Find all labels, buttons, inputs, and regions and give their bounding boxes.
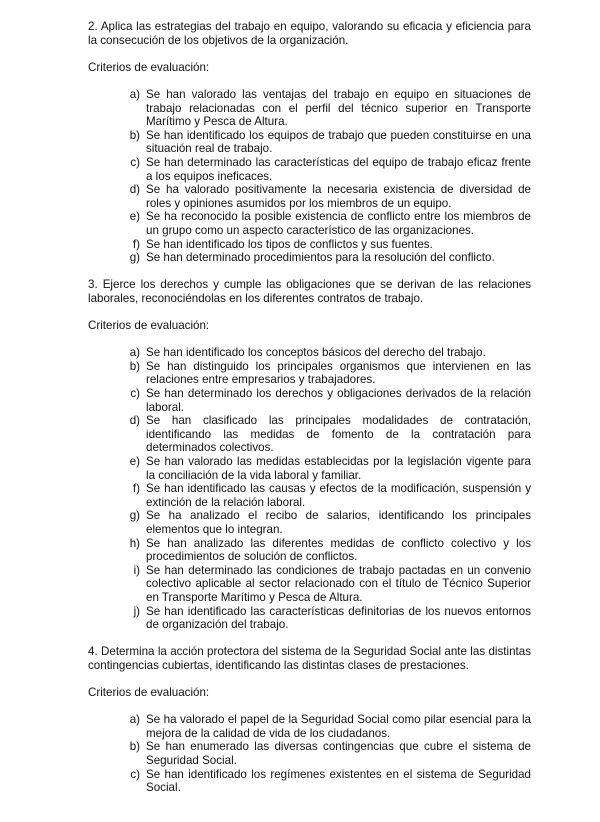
list-item xyxy=(122,509,531,536)
item-text: Se han determinado las características del equipo de trabajo eficaz frente a los equipos ineficaces. xyxy=(146,155,531,183)
item-text: Se han clasificado las principales modalidades de contratación, identificando las medidas de fomento de la contratación para determinados colectivos. xyxy=(146,414,531,455)
list-item xyxy=(122,156,531,183)
list-item xyxy=(122,564,531,605)
item-letter: e) xyxy=(129,210,140,224)
list-item xyxy=(122,537,531,564)
list-item xyxy=(122,346,531,360)
item-text: Se han identificado las características definitorias de los nuevos entornos de organización del trabajo. xyxy=(146,604,531,632)
item-letter: d) xyxy=(129,183,140,197)
criteria-list xyxy=(88,713,531,795)
item-text: Se ha analizado el recibo de salarios, identificando los principales elementos que lo integran. xyxy=(146,509,531,536)
item-letter: g) xyxy=(129,251,140,265)
list-item xyxy=(122,210,531,237)
item-text: Se han determinado las condiciones de trabajo pactadas en un convenio colectivo aplicable al sector relacionado con el título de Técnico Superior en Transporte Marítimo y Pesca de Altura. xyxy=(146,563,531,604)
item-text: Se han identificado los tipos de conflictos y sus fuentes. xyxy=(146,237,433,251)
item-text: Se han identificado las causas y efectos de la modificación, suspensión y extinción de la relación laboral. xyxy=(146,482,531,509)
list-item xyxy=(122,238,531,252)
item-text: Se han enumerado las diversas contingencias que cubre el sistema de Seguridad Social. xyxy=(146,740,531,768)
item-letter: f) xyxy=(132,482,140,496)
item-letter: a) xyxy=(129,87,140,101)
list-item xyxy=(122,455,531,482)
section-heading: 4. Determina la acción protectora del sistema de la Seguridad Social ante las distintas contingencias cubiertas, identificando las distintas clases de prestaciones. xyxy=(88,645,531,672)
item-letter: a) xyxy=(129,346,140,360)
item-letter: b) xyxy=(129,359,140,373)
item-letter: b) xyxy=(129,128,140,142)
item-letter: b) xyxy=(129,740,140,754)
item-text: Se ha valorado positivamente la necesaria existencia de diversidad de roles y opiniones asumidos por los miembros de un equipo. xyxy=(146,183,531,210)
list-item xyxy=(122,129,531,156)
document-page xyxy=(88,20,531,808)
item-letter: a) xyxy=(129,713,140,727)
item-letter: f) xyxy=(132,237,140,251)
list-item xyxy=(122,605,531,632)
item-text: Se han identificado los regímenes existentes en el sistema de Seguridad Social. xyxy=(146,767,531,795)
item-letter: h) xyxy=(129,536,140,550)
item-letter: g) xyxy=(129,509,140,523)
item-text: Se han distinguido los principales organismos que intervienen en las relaciones entre empresarios y trabajadores. xyxy=(146,359,531,387)
item-letter: j) xyxy=(133,604,140,618)
criteria-list xyxy=(88,88,531,265)
item-letter: c) xyxy=(130,387,140,401)
item-letter: i) xyxy=(133,563,140,577)
list-item xyxy=(122,768,531,795)
criteria-label: Criterios de evaluación: xyxy=(88,686,210,700)
list-item xyxy=(122,713,531,740)
item-letter: d) xyxy=(129,414,140,428)
item-letter: e) xyxy=(129,455,140,468)
item-letter: c) xyxy=(130,155,140,169)
item-text: Se han determinado procedimientos para la resolución del conflicto. xyxy=(146,251,495,265)
item-text: Se han determinado los derechos y obligaciones derivados de la relación laboral. xyxy=(146,387,531,414)
list-item xyxy=(122,740,531,767)
criteria-label: Criterios de evaluación: xyxy=(88,319,210,333)
item-text: Se han valorado las ventajas del trabajo en equipo en situaciones de trabajo relacionadas con el perfil del técnico superior en Transporte Marítimo y Pesca de Altura. xyxy=(146,87,531,129)
criteria-label: Criterios de evaluación: xyxy=(88,60,210,74)
list-item xyxy=(122,360,531,387)
item-text: Se ha reconocido la posible existencia de conflicto entre los miembros de un grupo como un aspecto característico de las organizaciones. xyxy=(146,210,531,237)
list-item xyxy=(122,183,531,210)
list-item xyxy=(122,482,531,509)
item-text: Se han analizado las diferentes medidas de conflicto colectivo y los procedimientos de solución de conflictos. xyxy=(146,536,531,564)
list-item xyxy=(122,387,531,414)
item-text: Se ha valorado el papel de la Seguridad Social como pilar esencial para la mejora de la calidad de vida de los ciudadanos. xyxy=(146,713,531,740)
list-item xyxy=(122,88,531,129)
item-text: Se han identificado los equipos de trabajo que pueden constituirse en una situación real de trabajo. xyxy=(146,128,531,156)
item-letter: c) xyxy=(130,767,140,781)
item-text: Se han identificado los conceptos básicos del derecho del trabajo. xyxy=(146,346,486,360)
section-heading: 2. Aplica las estrategias del trabajo en equipo, valorando su eficacia y eficiencia para la consecución de los objetivos de la organización. xyxy=(88,20,531,47)
item-text: Se han valorado las medidas establecidas por la legislación vigente para la conciliación de la vida laboral y familiar. xyxy=(146,455,531,482)
criteria-list xyxy=(88,346,531,631)
list-item xyxy=(122,251,531,265)
section-heading: 3. Ejerce los derechos y cumple las obligaciones que se derivan de las relaciones laborales, reconociéndolas en los diferentes contratos de trabajo. xyxy=(88,278,531,305)
list-item xyxy=(122,414,531,455)
